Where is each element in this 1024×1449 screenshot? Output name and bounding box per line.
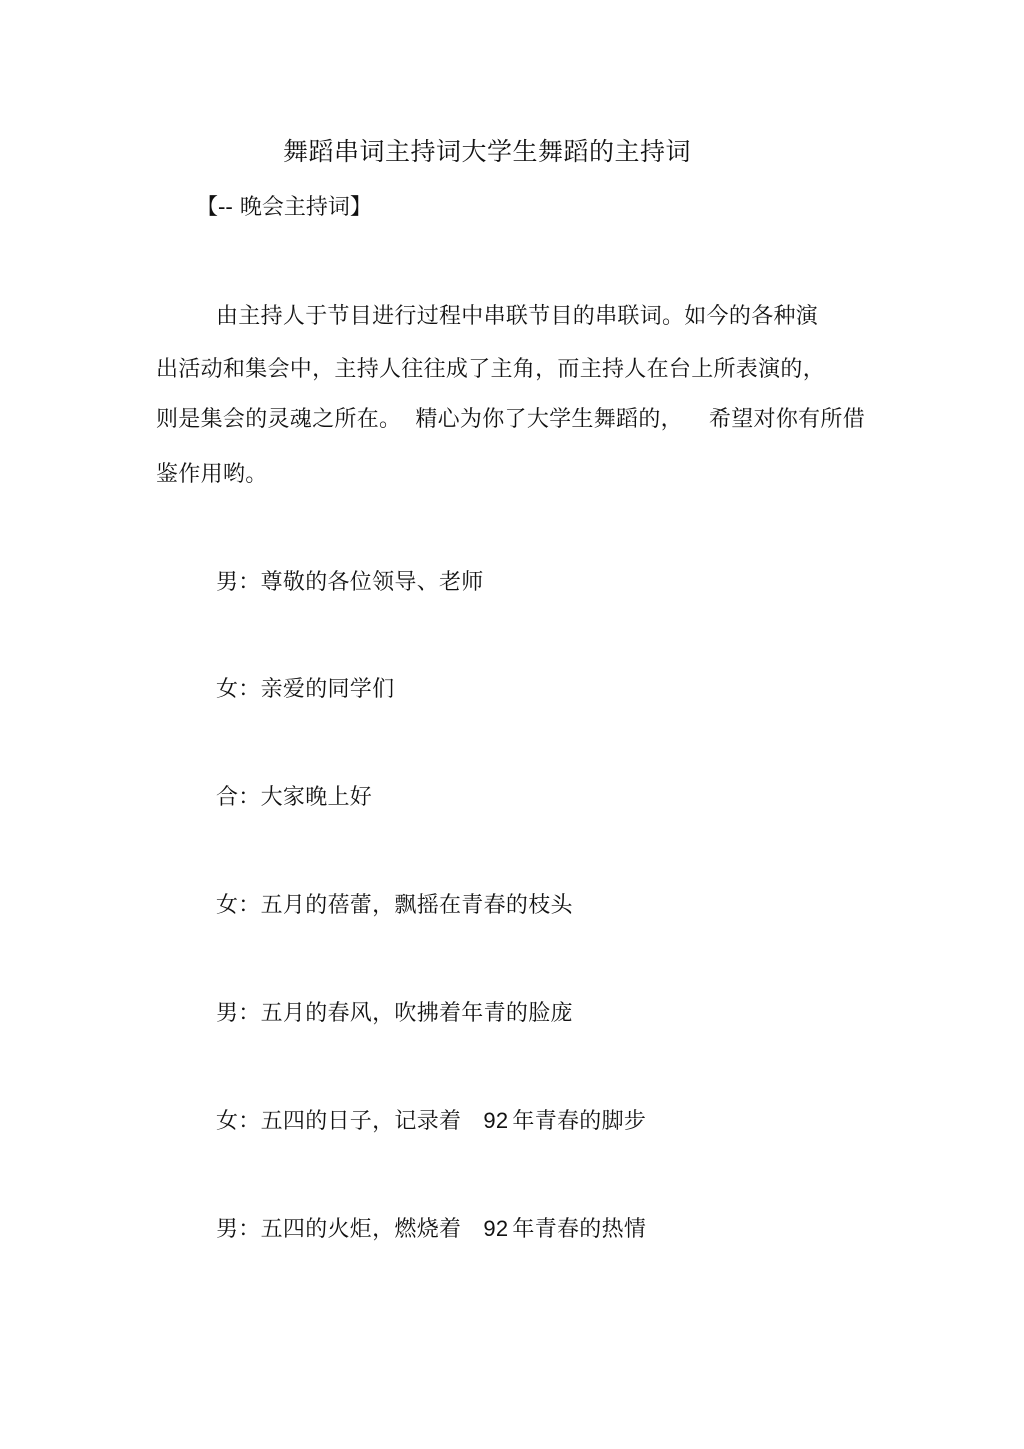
dialogue-number: 92 bbox=[483, 1216, 509, 1241]
document-subtitle: 【-- 晚会主持词】 bbox=[196, 195, 372, 220]
dialogue-line: 男：尊敬的各位领导、老师 bbox=[216, 570, 484, 595]
dialogue-line: 女：亲爱的同学们 bbox=[216, 677, 395, 702]
intro-line-2: 出活动和集会中，主持人往往成了主角，而主持人在台上所表演的， bbox=[156, 357, 826, 382]
dialogue-line: 合：大家晚上好 bbox=[216, 785, 373, 810]
dialogue-text-before: 女：五四的日子，记录着 bbox=[216, 1109, 462, 1134]
dialogue-line: 男：五月的春风，吹拂着年青的脸庞 bbox=[216, 1001, 573, 1026]
dialogue-number: 92 bbox=[483, 1108, 509, 1133]
dialogue-line bbox=[216, 1209, 646, 1250]
intro-line-3-part-c: 希望对你有所借 bbox=[708, 407, 866, 432]
intro-line-4: 鉴作用哟。 bbox=[156, 462, 268, 487]
dialogue-text-after: 年青春的热情 bbox=[512, 1217, 647, 1242]
dialogue-line bbox=[216, 1101, 646, 1142]
dialogue-text-before: 男：五四的火炬，燃烧着 bbox=[216, 1217, 462, 1242]
intro-line-3 bbox=[156, 400, 865, 440]
intro-line-3-part-a: 则是集会的灵魂之所在。 bbox=[156, 407, 402, 432]
intro-line-3-part-b: 精心为你了大学生舞蹈的， bbox=[415, 407, 683, 432]
dialogue-line: 女：五月的蓓蕾，飘摇在青春的枝头 bbox=[216, 893, 573, 918]
document-title: 舞蹈串词主持词大学生舞蹈的主持词 bbox=[282, 137, 691, 166]
intro-line-1: 由主持人于节目进行过程中串联节目的串联词。如今的各种演 bbox=[216, 304, 819, 329]
dialogue-text-after: 年青春的脚步 bbox=[512, 1109, 647, 1134]
